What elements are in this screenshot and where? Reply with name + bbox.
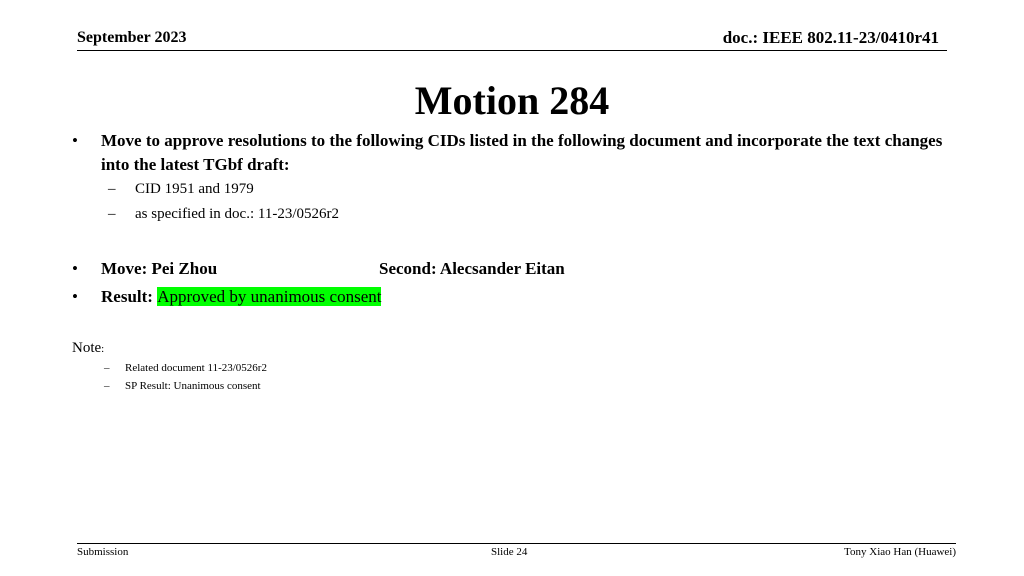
motion-text: Move to approve resolutions to the following CIDs listed in the following document and incorporate the text changes into the latest TGbf draft: [101,131,943,174]
result-label: Result: [101,287,153,306]
sub-item-text: CID 1951 and 1979 [135,181,254,197]
sub-item-text: as specified in doc.: 11-23/0526r2 [135,206,339,222]
move-second-bullet [72,257,772,281]
bullet-marker: • [72,287,78,306]
dash-marker: – [104,362,110,374]
note-item-text: Related document 11-23/0526r2 [125,362,267,374]
sub-item [108,204,508,224]
header-doc-id: doc.: IEEE 802.11-23/0410r41 [722,28,939,47]
dash-marker: – [104,380,110,392]
result-bullet [72,285,772,309]
note-colon: : [101,343,105,355]
header-date: September 2023 [77,29,187,46]
header-divider [77,50,947,51]
dash-marker: – [108,206,116,222]
footer-divider [77,543,956,544]
note-item [104,379,404,393]
footer-author: Tony Xiao Han (Huawei) [844,546,956,558]
bullet-marker: • [72,259,78,278]
note-item [104,361,404,375]
result-value-highlight: Approved by unanimous consent [157,287,382,306]
seconder-text: Second: Alecsander Eitan [379,259,565,278]
result-line [101,285,381,309]
slide-title: Motion 284 [414,78,610,123]
mover-text: Move: Pei Zhou [101,259,218,278]
sub-item [108,179,508,199]
note-item-text: SP Result: Unanimous consent [125,380,261,392]
note-label [72,338,104,359]
bullet-marker: • [72,131,78,150]
motion-bullet [72,129,962,179]
dash-marker: – [108,181,116,197]
footer-submission: Submission [77,546,129,558]
note-label-text: Note [72,340,102,356]
footer-slide-number: Slide 24 [491,546,528,558]
